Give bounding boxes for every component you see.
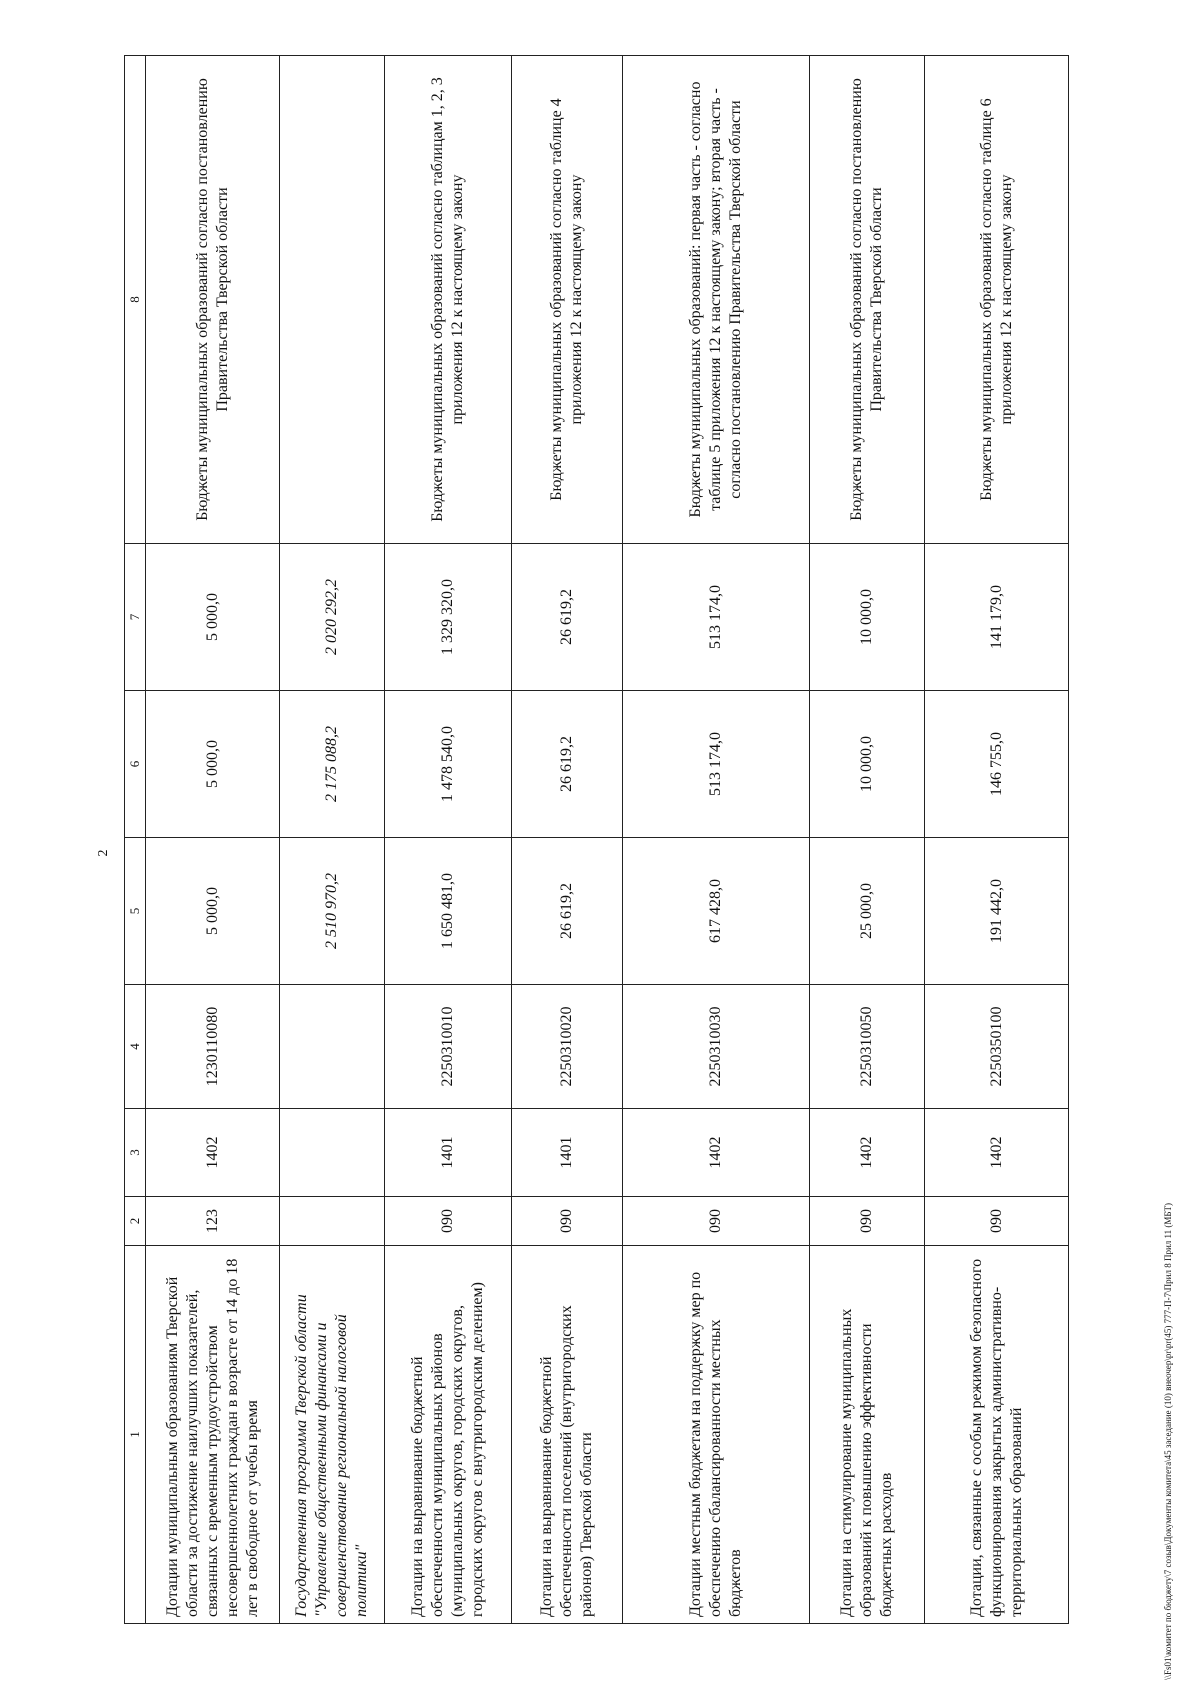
subsidies-table [124,55,1069,1624]
admin-code-cell [280,1197,385,1246]
row-name-cell: Дотации местным бюджетам на поддержку мер по обеспечению сбалансированности местных бюджетов [622,1246,810,1624]
row-name-cell: Дотации на выравнивание бюджетной обеспеченности муниципальных районов (муниципальных округов, городских округов, городских округов с внутригородским делением) [384,1246,511,1624]
amount-year1-cell: 5 000,0 [146,838,280,985]
table-row [622,56,810,1624]
rotated-table-container [124,56,1069,1624]
recipient-note-cell [280,56,385,544]
recipient-note-cell: Бюджеты муниципальных образований согласно постановлению Правительства Тверской области [146,56,280,544]
page-number: 2 [96,849,111,857]
column-header-2: 2 [125,1197,146,1246]
amount-year1-cell: 25 000,0 [810,838,925,985]
amount-year2-cell: 1 478 540,0 [384,691,511,838]
table-row [511,56,622,1624]
section-code-cell: 1402 [146,1109,280,1197]
admin-code-cell: 090 [622,1197,810,1246]
recipient-note-cell: Бюджеты муниципальных образований согласно таблице 6 приложения 12 к настоящему закону [925,56,1069,544]
amount-year1-cell: 2 510 970,2 [280,838,385,985]
section-code-cell: 1402 [925,1109,1069,1197]
recipient-note-cell: Бюджеты муниципальных образований согласно постановлению Правительства Тверской области [810,56,925,544]
amount-year2-cell: 2 175 088,2 [280,691,385,838]
column-header-1: 1 [125,1246,146,1624]
section-code-cell [280,1109,385,1197]
target-code-cell: 2250310030 [622,985,810,1109]
section-code-cell: 1402 [622,1109,810,1197]
target-code-cell [280,985,385,1109]
amount-year3-cell: 2 020 292,2 [280,544,385,691]
column-header-6: 6 [125,691,146,838]
table-row [925,56,1069,1624]
target-code-cell: 1230110080 [146,985,280,1109]
target-code-cell: 2250310020 [511,985,622,1109]
admin-code-cell: 090 [384,1197,511,1246]
section-code-cell: 1402 [810,1109,925,1197]
row-name-cell: Дотации на стимулирование муниципальных образований к повышению эффективности бюджетных расходов [810,1246,925,1624]
amount-year2-cell: 513 174,0 [622,691,810,838]
section-code-cell: 1401 [384,1109,511,1197]
recipient-note-cell: Бюджеты муниципальных образований согласно таблице 4 приложения 12 к настоящему закону [511,56,622,544]
admin-code-cell: 090 [511,1197,622,1246]
table-row [146,56,280,1624]
row-name-cell: Дотации, связанные с особым режимом безопасного функционирования закрытых административно-территориальных образований [925,1246,1069,1624]
amount-year2-cell: 10 000,0 [810,691,925,838]
admin-code-cell: 090 [810,1197,925,1246]
row-name-cell: Дотации на выравнивание бюджетной обеспеченности поселений (внутригородских районов) Тверской области [511,1246,622,1624]
column-header-5: 5 [125,838,146,985]
target-code-cell: 2250350100 [925,985,1069,1109]
table-row [810,56,925,1624]
amount-year3-cell: 10 000,0 [810,544,925,691]
recipient-note-cell: Бюджеты муниципальных образований: первая часть - согласно таблице 5 приложения 12 к настоящему закону; вторая часть - согласно постановлению Правительства Тверской области [622,56,810,544]
amount-year2-cell: 146 755,0 [925,691,1069,838]
amount-year3-cell: 141 179,0 [925,544,1069,691]
recipient-note-cell: Бюджеты муниципальных образований согласно таблицам 1, 2, 3 приложения 12 к настоящему закону [384,56,511,544]
amount-year3-cell: 1 329 320,0 [384,544,511,691]
admin-code-cell: 123 [146,1197,280,1246]
column-header-7: 7 [125,544,146,691]
column-header-8: 8 [125,56,146,544]
row-name-cell: Дотации муниципальным образованиям Тверской области за достижение наилучших показателей, связанных с временным трудоустройством несовершеннолетних граждан в возрасте от 14 до 18 лет в свободное от учебы время [146,1246,280,1624]
footer-file-path: \\Fs01\комитет по бюджету\7 созыв\Документы комитета\45 заседание (10) внеочер\pr\pr(45) 777-П-7\Прил 8 Прил 11 (МБТ) [1163,1203,1173,1680]
amount-year1-cell: 191 442,0 [925,838,1069,985]
target-code-cell: 2250310010 [384,985,511,1109]
section-code-cell: 1401 [511,1109,622,1197]
admin-code-cell: 090 [925,1197,1069,1246]
amount-year3-cell: 5 000,0 [146,544,280,691]
amount-year1-cell: 26 619,2 [511,838,622,985]
amount-year3-cell: 513 174,0 [622,544,810,691]
target-code-cell: 2250310050 [810,985,925,1109]
column-header-4: 4 [125,985,146,1109]
amount-year2-cell: 5 000,0 [146,691,280,838]
amount-year1-cell: 617 428,0 [622,838,810,985]
column-header-3: 3 [125,1109,146,1197]
amount-year1-cell: 1 650 481,0 [384,838,511,985]
row-name-cell: Государственная программа Тверской области "Управление общественными финансами и совершенствование региональной налоговой политики" [280,1246,385,1624]
amount-year2-cell: 26 619,2 [511,691,622,838]
table-row [384,56,511,1624]
column-number-row [125,56,146,1624]
table-row [280,56,385,1624]
amount-year3-cell: 26 619,2 [511,544,622,691]
